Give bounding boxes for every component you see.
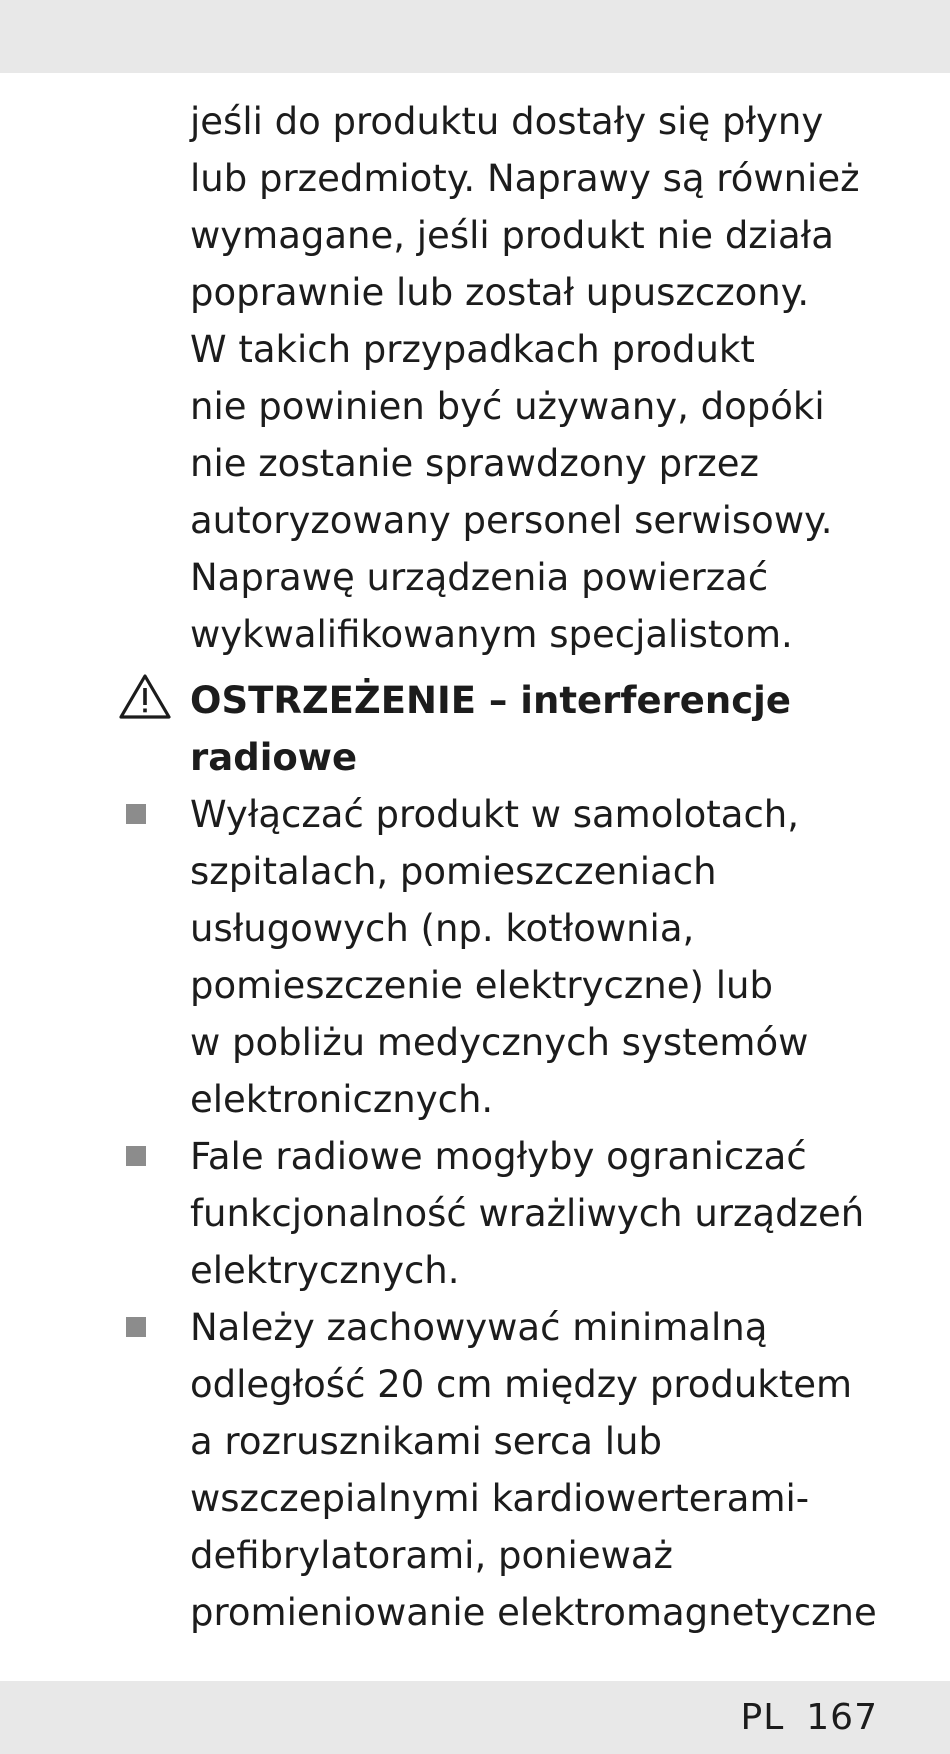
page-footer <box>741 1696 878 1740</box>
bullet-line: elektrycznych. <box>190 1249 460 1292</box>
intro-line: lub przedmioty. Naprawy są również <box>190 157 860 200</box>
top-band <box>0 0 950 73</box>
page-number: 167 <box>806 1697 878 1738</box>
bullet-square-icon <box>126 1146 146 1166</box>
bullet-line: Wyłączać produkt w samolotach, <box>190 793 800 836</box>
intro-line: jeśli do produktu dostały się płyny <box>190 100 824 143</box>
bullet-line: szpitalach, pomieszczeniach <box>190 850 717 893</box>
intro-line: Naprawę urządzenia powierzać <box>190 556 769 599</box>
intro-line: autoryzowany personel serwisowy. <box>190 499 833 542</box>
bullet-line: wszczepialnymi kardiowerterami- <box>190 1477 810 1520</box>
intro-line: nie powinien być używany, dopóki <box>190 385 825 428</box>
bullet-line: Należy zachowywać minimalną <box>190 1306 768 1349</box>
intro-line: poprawnie lub został upuszczony. <box>190 271 810 314</box>
bullet-line: usługowych (np. kotłownia, <box>190 907 695 950</box>
intro-line: wymagane, jeśli produkt nie działa <box>190 214 834 257</box>
bullet-line: Fale radiowe mogłyby ograniczać <box>190 1135 807 1178</box>
intro-line: W takich przypadkach produkt <box>190 328 755 371</box>
bullet-line: defibrylatorami, ponieważ <box>190 1534 673 1577</box>
bullet-line: funkcjonalność wrażliwych urządzeń <box>190 1192 865 1235</box>
bullet-line: promieniowanie elektromagnetyczne <box>190 1591 877 1634</box>
warning-triangle-icon <box>118 672 172 720</box>
intro-line: nie zostanie sprawdzony przez <box>190 442 759 485</box>
language-code: PL <box>740 1697 785 1738</box>
warning-title-line: OSTRZEŻENIE – interferencje <box>190 679 791 722</box>
bullet-line: w pobliżu medycznych systemów <box>190 1021 809 1064</box>
bullet-line: pomieszczenie elektryczne) lub <box>190 964 773 1007</box>
bullet-square-icon <box>126 804 146 824</box>
bullet-line: a rozrusznikami serca lub <box>190 1420 662 1463</box>
bullet-line: odległość 20 cm między produktem <box>190 1363 853 1406</box>
warning-title-line: radiowe <box>190 736 358 779</box>
bullet-line: elektronicznych. <box>190 1078 494 1121</box>
intro-line: wykwalifikowanym specjalistom. <box>190 613 793 656</box>
bullet-square-icon <box>126 1317 146 1337</box>
